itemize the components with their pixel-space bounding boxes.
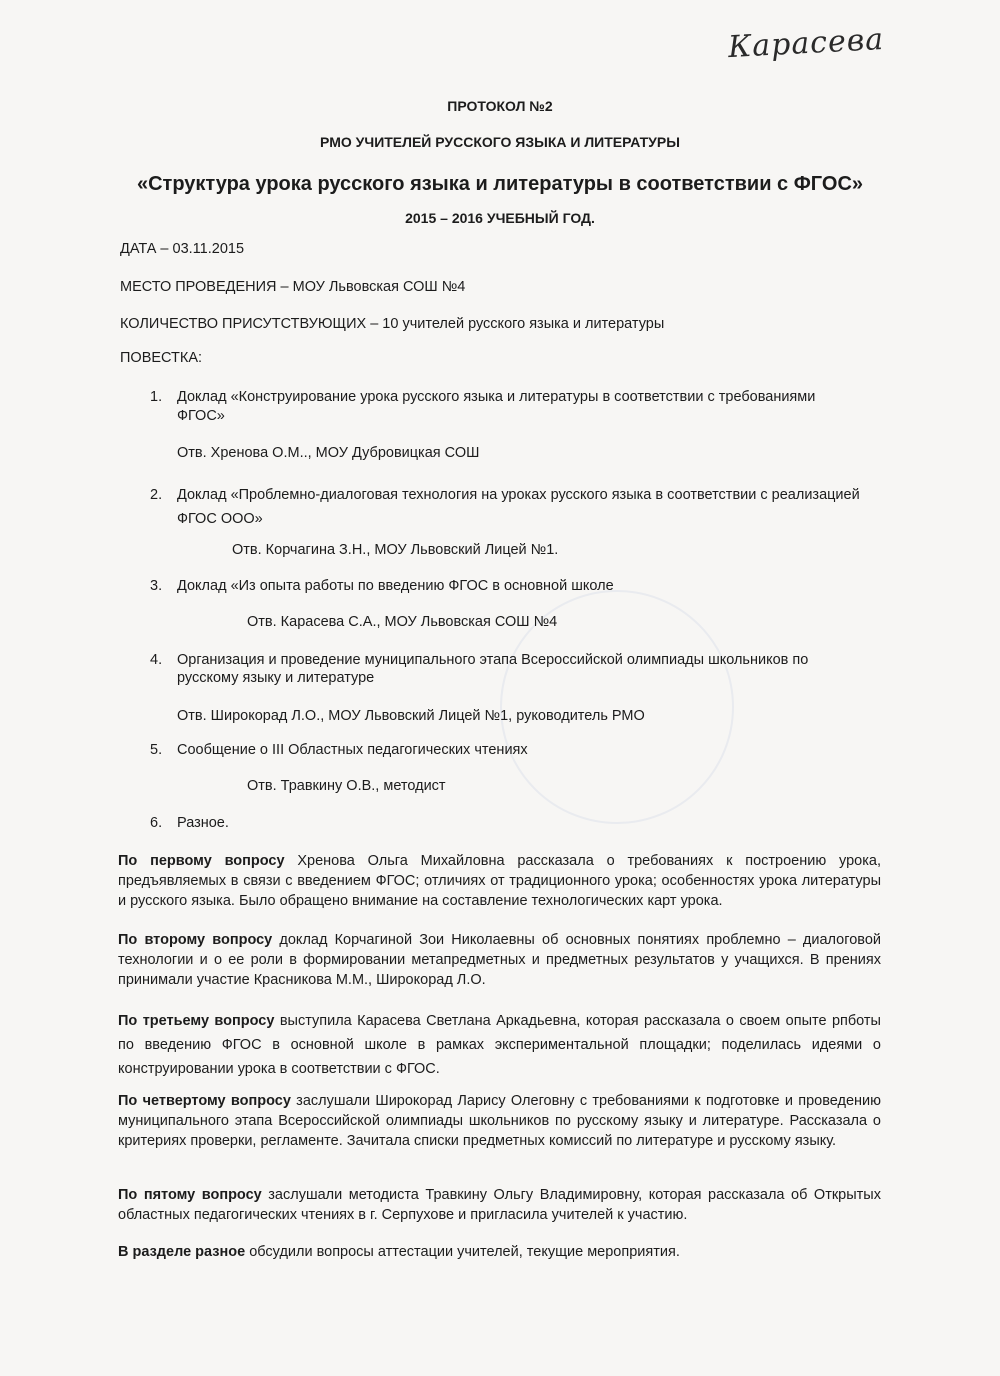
agenda-item-responsible: Отв. Хренова О.М.., МОУ Дубровицкая СОШ	[177, 445, 480, 461]
discussion-lead: По четвертому вопросу	[118, 1093, 291, 1109]
organization-title: РМО УЧИТЕЛЕЙ РУССКОГО ЯЗЫКА И ЛИТЕРАТУРЫ	[320, 134, 680, 150]
handwritten-signature: Карасева	[727, 21, 885, 66]
topic-title: «Структура урока русского языка и литературы в соответствии с ФГОС»	[136, 173, 864, 195]
agenda-item-responsible: Отв. Широкорад Л.О., МОУ Львовский Лицей №1, руководитель РМО	[177, 708, 645, 724]
agenda-item-number: 1.	[150, 389, 163, 405]
discussion-paragraph	[118, 1091, 881, 1151]
discussion-paragraph	[118, 1185, 881, 1225]
agenda-label: ПОВЕСТКА:	[120, 350, 203, 366]
discussion-text: обсудили вопросы аттестации учителей, текущие мероприятия.	[245, 1244, 680, 1260]
discussion-paragraph	[118, 851, 881, 911]
discussion-lead: В разделе разное	[118, 1244, 246, 1260]
agenda-item-number: 3.	[150, 578, 163, 594]
agenda-item-text: ФГОС»	[177, 408, 225, 424]
meeting-place: МЕСТО ПРОВЕДЕНИЯ – МОУ Львовская СОШ №4	[120, 279, 466, 295]
meeting-date: ДАТА – 03.11.2015	[120, 241, 245, 257]
discussion-paragraph	[118, 930, 881, 990]
discussion-text: Хренова Ольга Михайловна рассказала о требованиях к построению урока, предъявляемых в связи с введением ФГОС; отличиях от традиционного урока; особенностях урока литературы и русского языка. Было обращено внимание на составление технологических карт урока.	[118, 853, 881, 909]
discussion-text: заслушали Широкорад Ларису Олеговну с требованиями к подготовке и проведению муниципального этапа Всероссийской олимпиады школьников по русскому языку и литературе. Рассказала о критериях проверки, регламенте. Зачитала списки предметных комиссий по литературе и русскому языку.	[118, 1093, 881, 1149]
agenda-item-responsible: Отв. Травкину О.В., методист	[247, 778, 446, 794]
protocol-title: ПРОТОКОЛ №2	[447, 98, 553, 114]
agenda-item-number: 2.	[150, 487, 163, 503]
agenda-item-number: 6.	[150, 815, 163, 831]
agenda-item-text: Доклад «Конструирование урока русского языка и литературы в соответствии с требованиями	[177, 389, 816, 405]
agenda-item-text: Организация и проведение муниципального этапа Всероссийской олимпиады школьников по	[177, 652, 809, 668]
agenda-item-number: 5.	[150, 742, 163, 758]
discussion-paragraph	[118, 1242, 881, 1262]
academic-year: 2015 – 2016 УЧЕБНЫЙ ГОД.	[405, 210, 595, 226]
agenda-item-text: Доклад «Проблемно-диалоговая технология на уроках русского языка в соответствии с реализацией	[177, 487, 860, 503]
discussion-lead: По второму вопросу	[118, 932, 273, 948]
agenda-item-number: 4.	[150, 652, 163, 668]
agenda-item-responsible: Отв. Корчагина З.Н., МОУ Львовский Лицей №1.	[232, 542, 559, 558]
discussion-text: доклад Корчагиной Зои Николаевны об основных понятиях проблемно – диалоговой технологии и о ее роли в формировании метапредметных и предметных результатов у учащихся. В прениях принимали участие Красникова М.М., Широкорад Л.О.	[118, 932, 881, 988]
discussion-lead: По третьему вопросу	[118, 1013, 275, 1029]
discussion-paragraph	[118, 1009, 881, 1081]
agenda-item-responsible: Отв. Карасева С.А., МОУ Львовская СОШ №4	[247, 614, 558, 630]
discussion-lead: По первому вопросу	[118, 853, 285, 869]
agenda-item-text: Разное.	[177, 815, 229, 831]
agenda-item-text: ФГОС ООО»	[177, 511, 263, 527]
agenda-item-text: Доклад «Из опыта работы по введению ФГОС в основной школе	[177, 578, 614, 594]
discussion-lead: По пятому вопросу	[118, 1187, 262, 1203]
discussion-text: заслушали методиста Травкину Ольгу Владимировну, которая рассказала об Открытых областных педагогических чтениях в г. Серпухове и пригласила учителей к участию.	[118, 1187, 881, 1223]
agenda-item-text: русскому языку и литературе	[177, 670, 375, 686]
agenda-item-text: Сообщение о III Областных педагогических чтениях	[177, 742, 528, 758]
discussion-text: выступила Карасева Светлана Аркадьевна, которая рассказала о своем опыте рпботы по введению ФГОС в основной школе в рамках экспериментальной площадки; поделилась идеями о конструировании урока в соответствии с ФГОС.	[118, 1013, 881, 1077]
attendance-count: КОЛИЧЕСТВО ПРИСУТСТВУЮЩИХ – 10 учителей русского языка и литературы	[120, 316, 665, 332]
